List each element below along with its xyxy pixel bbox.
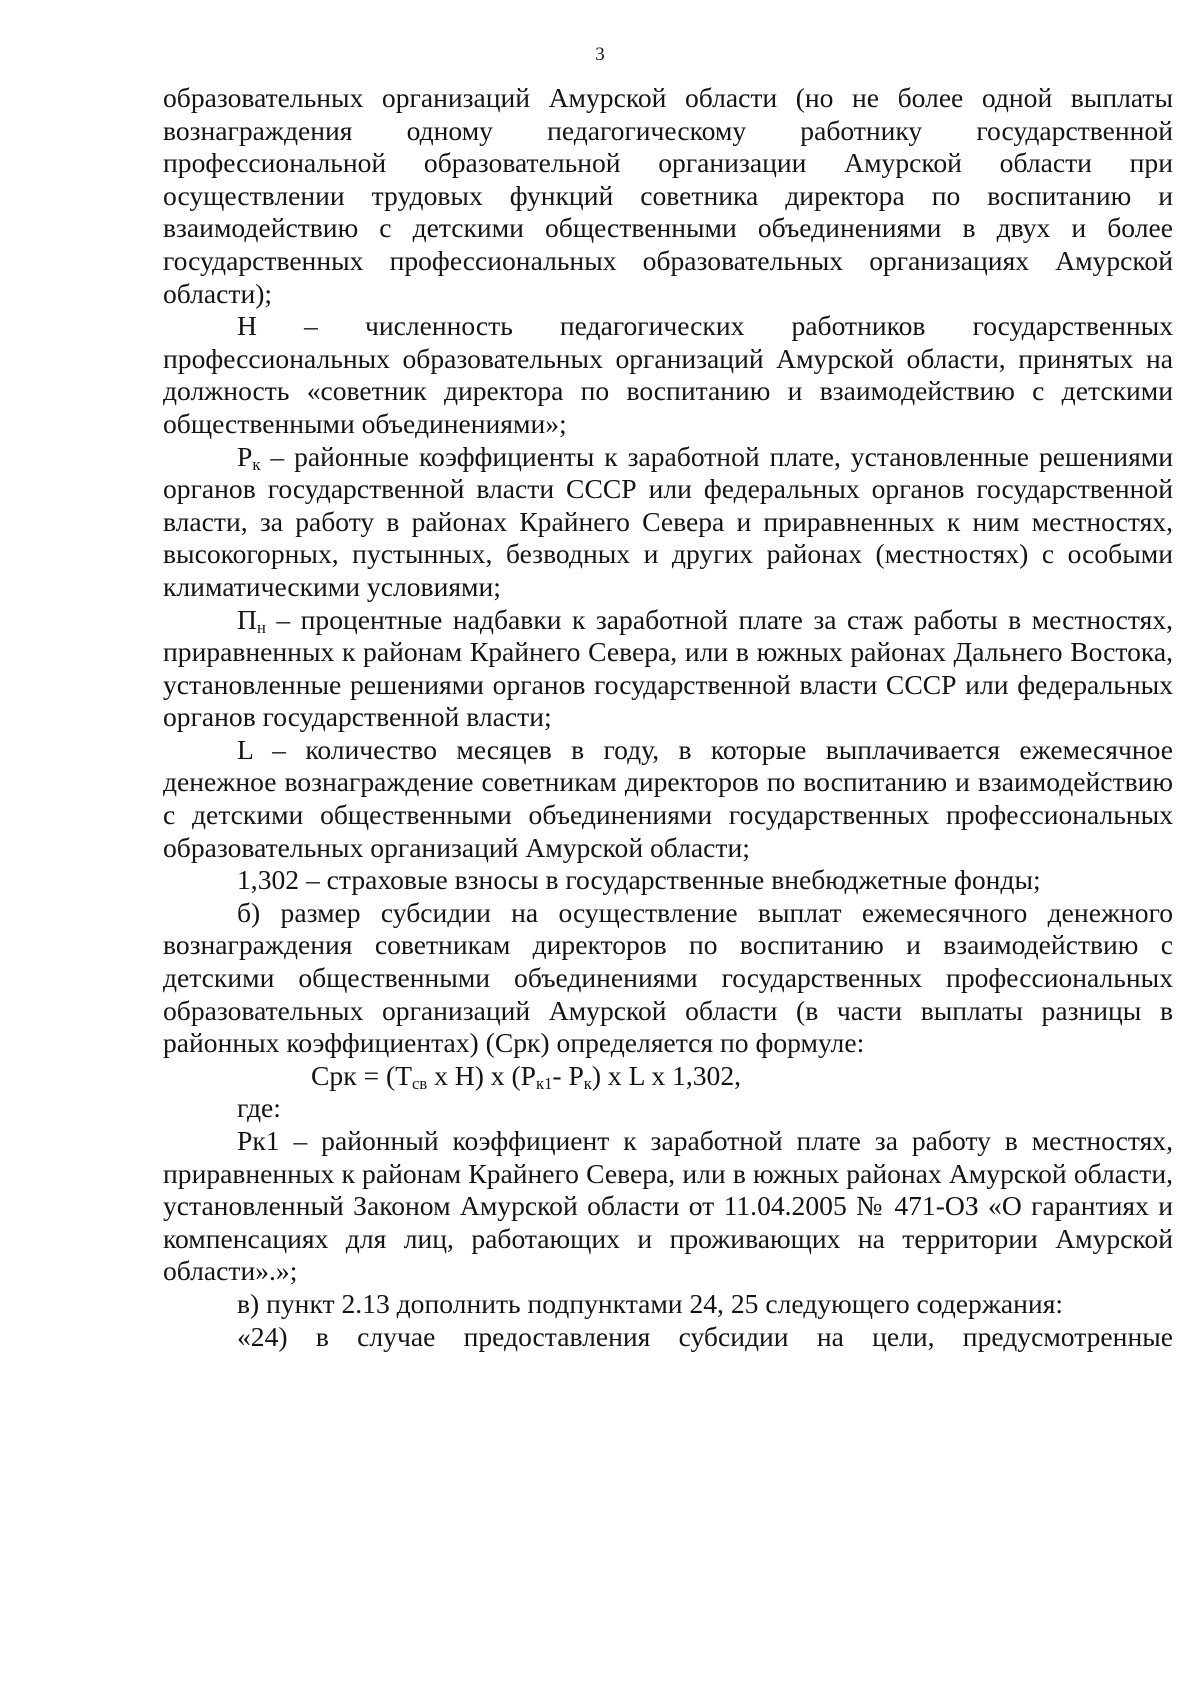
formula-srk: Срк = ($Т_{св}$ х Н) х ($Р_{к1}-$ $Р_к$) х L х 1,302,: [311, 1059, 742, 1093]
subsection-b: б) размер субсидии на осуществление выплат ежемесячного денежного вознаграждения советникам директоров по воспитанию и взаимодействию с детскими общественными объединениями государственных профессиональных образовательных организаций Амурской области (в части выплаты разницы в районных коэффициентах) (Срк) определяется по формуле:: [163, 896, 1173, 1059]
document-body: [163, 82, 1173, 1353]
paragraph-continuation: образовательных организаций Амурской области (но не более одной выплаты вознаграждения одному педагогическому работнику государственной профессиональной образовательной организации Амурской области при осуществлении трудовых функций советника директора по воспитанию и взаимодействию с детскими общественными объединениями в двух и более государственных профессиональных образовательных организациях Амурской области);: [163, 82, 1173, 309]
symbol-pn-subscript: н: [256, 617, 266, 637]
definition-rk-text: – районные коэффициенты к заработной плате, установленные решениями органов государственной власти СССР или федеральных органов государственной власти, за работу в районах Крайнего Севера и приравненных к ним местностях, высокогорных, пустынных, безводных и других районах (местностях) с особыми климатическими условиями;: [163, 440, 1173, 602]
where-label: где:: [237, 1092, 281, 1124]
symbol-pn: П: [237, 603, 257, 635]
definition-pn-text: – процентные надбавки к заработной плате за стаж работы в местностях, приравненных к районам Крайнего Севера, или в южных районах Дальнего Востока, установленные решениями органов государственной власти СССР или федеральных органов государственной власти;: [163, 603, 1173, 733]
subitem-24: «24) в случае предоставления субсидии на цели, предусмотренные: [237, 1320, 1173, 1352]
symbol-rk: Р: [237, 440, 253, 472]
page-number: 3: [595, 44, 605, 65]
definition-rk1: Рк1 – районный коэффициент к заработной плате за работу в местностях, приравненных к районам Крайнего Севера, или в южных районах Амурской области, установленный Законом Амурской области от 11.04.2005 № 471-ОЗ «О гарантиях и компенсациях для лиц, работающих и проживающих на территории Амурской области».»;: [163, 1125, 1173, 1287]
definition-l: L – количество месяцев в году, в которые выплачивается ежемесячное денежное вознаграждение советникам директоров по воспитанию и взаимодействию с детскими общественными объединениями государственных профессиональных образовательных организаций Амурской области;: [163, 733, 1173, 863]
definition-1302: 1,302 – страховые взносы в государственные внебюджетные фонды;: [237, 864, 1041, 896]
definition-rk: [163, 441, 1173, 604]
symbol-rk-subscript: к: [252, 454, 261, 474]
definition-n: Н – численность педагогических работников государственных профессиональных образовательных организаций Амурской области, принятых на должность «советник директора по воспитанию и взаимодействию с детскими общественными объединениями»;: [163, 310, 1173, 439]
subsection-v: в) пункт 2.13 дополнить подпунктами 24, 25 следующего содержания:: [237, 1287, 1064, 1319]
definition-pn: [163, 604, 1173, 734]
